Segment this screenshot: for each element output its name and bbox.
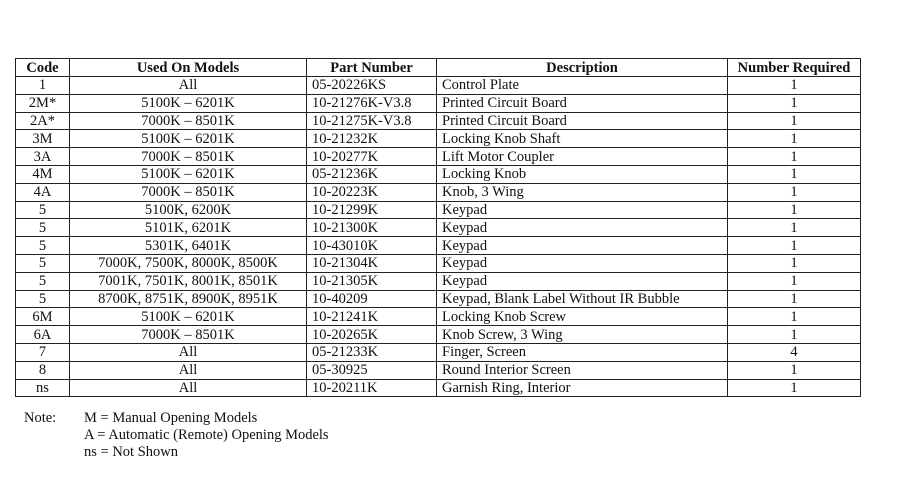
cell-code: ns: [16, 379, 70, 397]
cell-description: Garnish Ring, Interior: [437, 379, 728, 397]
header-description: Description: [437, 59, 728, 77]
table-row: [16, 94, 861, 112]
cell-description: Keypad: [437, 254, 728, 272]
cell-code: 5: [16, 254, 70, 272]
cell-description: Printed Circuit Board: [437, 94, 728, 112]
table-row: [16, 237, 861, 255]
cell-code: 5: [16, 201, 70, 219]
cell-part-number: 05-21233K: [307, 343, 437, 361]
cell-code: 4M: [16, 165, 70, 183]
cell-part-number: 05-30925: [307, 361, 437, 379]
cell-part-number: 10-43010K: [307, 237, 437, 255]
cell-part-number: 10-21300K: [307, 219, 437, 237]
cell-number-required: 1: [728, 94, 861, 112]
cell-code: 4A: [16, 183, 70, 201]
cell-number-required: 4: [728, 343, 861, 361]
cell-part-number: 10-21276K-V3.8: [307, 94, 437, 112]
cell-number-required: 1: [728, 379, 861, 397]
table-row: [16, 148, 861, 166]
cell-part-number: 10-20277K: [307, 148, 437, 166]
cell-used-on-models: 7000K – 8501K: [70, 148, 307, 166]
cell-number-required: 1: [728, 148, 861, 166]
cell-used-on-models: 5301K, 6401K: [70, 237, 307, 255]
cell-code: 3M: [16, 130, 70, 148]
cell-part-number: 05-20226KS: [307, 77, 437, 95]
header-number-required: Number Required: [728, 59, 861, 77]
cell-number-required: 1: [728, 165, 861, 183]
header-used-on-models: Used On Models: [70, 59, 307, 77]
cell-description: Locking Knob: [437, 165, 728, 183]
cell-number-required: 1: [728, 290, 861, 308]
cell-used-on-models: 7000K – 8501K: [70, 326, 307, 344]
cell-used-on-models: 5100K – 6201K: [70, 165, 307, 183]
note-lines: [84, 410, 329, 461]
cell-code: 2A*: [16, 112, 70, 130]
cell-description: Locking Knob Screw: [437, 308, 728, 326]
cell-description: Keypad, Blank Label Without IR Bubble: [437, 290, 728, 308]
cell-number-required: 1: [728, 219, 861, 237]
cell-description: Keypad: [437, 237, 728, 255]
cell-part-number: 10-21299K: [307, 201, 437, 219]
cell-description: Knob Screw, 3 Wing: [437, 326, 728, 344]
cell-number-required: 1: [728, 130, 861, 148]
note-line-automatic: A = Automatic (Remote) Opening Models: [84, 427, 329, 443]
cell-part-number: 10-20265K: [307, 326, 437, 344]
table-row: [16, 183, 861, 201]
cell-code: 5: [16, 290, 70, 308]
cell-code: 2M*: [16, 94, 70, 112]
cell-number-required: 1: [728, 77, 861, 95]
cell-part-number: 10-21305K: [307, 272, 437, 290]
cell-part-number: 10-21241K: [307, 308, 437, 326]
cell-number-required: 1: [728, 308, 861, 326]
table-row: [16, 272, 861, 290]
cell-description: Control Plate: [437, 77, 728, 95]
cell-part-number: 10-21275K-V3.8: [307, 112, 437, 130]
cell-used-on-models: 5100K – 6201K: [70, 130, 307, 148]
table-row: [16, 112, 861, 130]
cell-used-on-models: All: [70, 77, 307, 95]
table-header-row: [16, 59, 861, 77]
cell-description: Lift Motor Coupler: [437, 148, 728, 166]
table-row: [16, 290, 861, 308]
header-part-number: Part Number: [307, 59, 437, 77]
cell-code: 7: [16, 343, 70, 361]
cell-code: 5: [16, 272, 70, 290]
table-row: [16, 254, 861, 272]
cell-used-on-models: 7000K – 8501K: [70, 112, 307, 130]
table-row: [16, 77, 861, 95]
note-line-manual: M = Manual Opening Models: [84, 410, 258, 426]
cell-used-on-models: 5100K – 6201K: [70, 94, 307, 112]
table-row: [16, 361, 861, 379]
cell-used-on-models: All: [70, 361, 307, 379]
cell-used-on-models: All: [70, 343, 307, 361]
cell-description: Keypad: [437, 272, 728, 290]
cell-used-on-models: 5100K – 6201K: [70, 308, 307, 326]
cell-number-required: 1: [728, 272, 861, 290]
cell-used-on-models: 5101K, 6201K: [70, 219, 307, 237]
cell-number-required: 1: [728, 361, 861, 379]
cell-description: Knob, 3 Wing: [437, 183, 728, 201]
cell-description: Locking Knob Shaft: [437, 130, 728, 148]
cell-used-on-models: 7000K, 7500K, 8000K, 8500K: [70, 254, 307, 272]
cell-used-on-models: 7001K, 7501K, 8001K, 8501K: [70, 272, 307, 290]
cell-number-required: 1: [728, 183, 861, 201]
cell-code: 3A: [16, 148, 70, 166]
table-row: [16, 165, 861, 183]
cell-number-required: 1: [728, 237, 861, 255]
cell-code: 5: [16, 237, 70, 255]
table-row: [16, 219, 861, 237]
cell-number-required: 1: [728, 254, 861, 272]
table-body: [16, 77, 861, 397]
note-line-not-shown: ns = Not Shown: [84, 444, 178, 460]
cell-code: 1: [16, 77, 70, 95]
cell-part-number: 10-21304K: [307, 254, 437, 272]
cell-part-number: 10-20223K: [307, 183, 437, 201]
cell-used-on-models: 7000K – 8501K: [70, 183, 307, 201]
cell-number-required: 1: [728, 112, 861, 130]
table-row: [16, 201, 861, 219]
cell-used-on-models: 8700K, 8751K, 8900K, 8951K: [70, 290, 307, 308]
parts-table: [15, 58, 861, 397]
cell-number-required: 1: [728, 326, 861, 344]
cell-code: 6M: [16, 308, 70, 326]
cell-part-number: 10-20211K: [307, 379, 437, 397]
cell-code: 6A: [16, 326, 70, 344]
cell-code: 5: [16, 219, 70, 237]
table-row: [16, 308, 861, 326]
cell-number-required: 1: [728, 201, 861, 219]
cell-description: Keypad: [437, 201, 728, 219]
cell-description: Round Interior Screen: [437, 361, 728, 379]
cell-code: 8: [16, 361, 70, 379]
table-row: [16, 343, 861, 361]
cell-description: Keypad: [437, 219, 728, 237]
cell-part-number: 05-21236K: [307, 165, 437, 183]
note-label: Note:: [24, 410, 57, 426]
cell-description: Finger, Screen: [437, 343, 728, 361]
table-row: [16, 379, 861, 397]
table-row: [16, 326, 861, 344]
cell-used-on-models: 5100K, 6200K: [70, 201, 307, 219]
cell-used-on-models: All: [70, 379, 307, 397]
cell-description: Printed Circuit Board: [437, 112, 728, 130]
cell-part-number: 10-21232K: [307, 130, 437, 148]
cell-part-number: 10-40209: [307, 290, 437, 308]
table-row: [16, 130, 861, 148]
header-code: Code: [16, 59, 70, 77]
